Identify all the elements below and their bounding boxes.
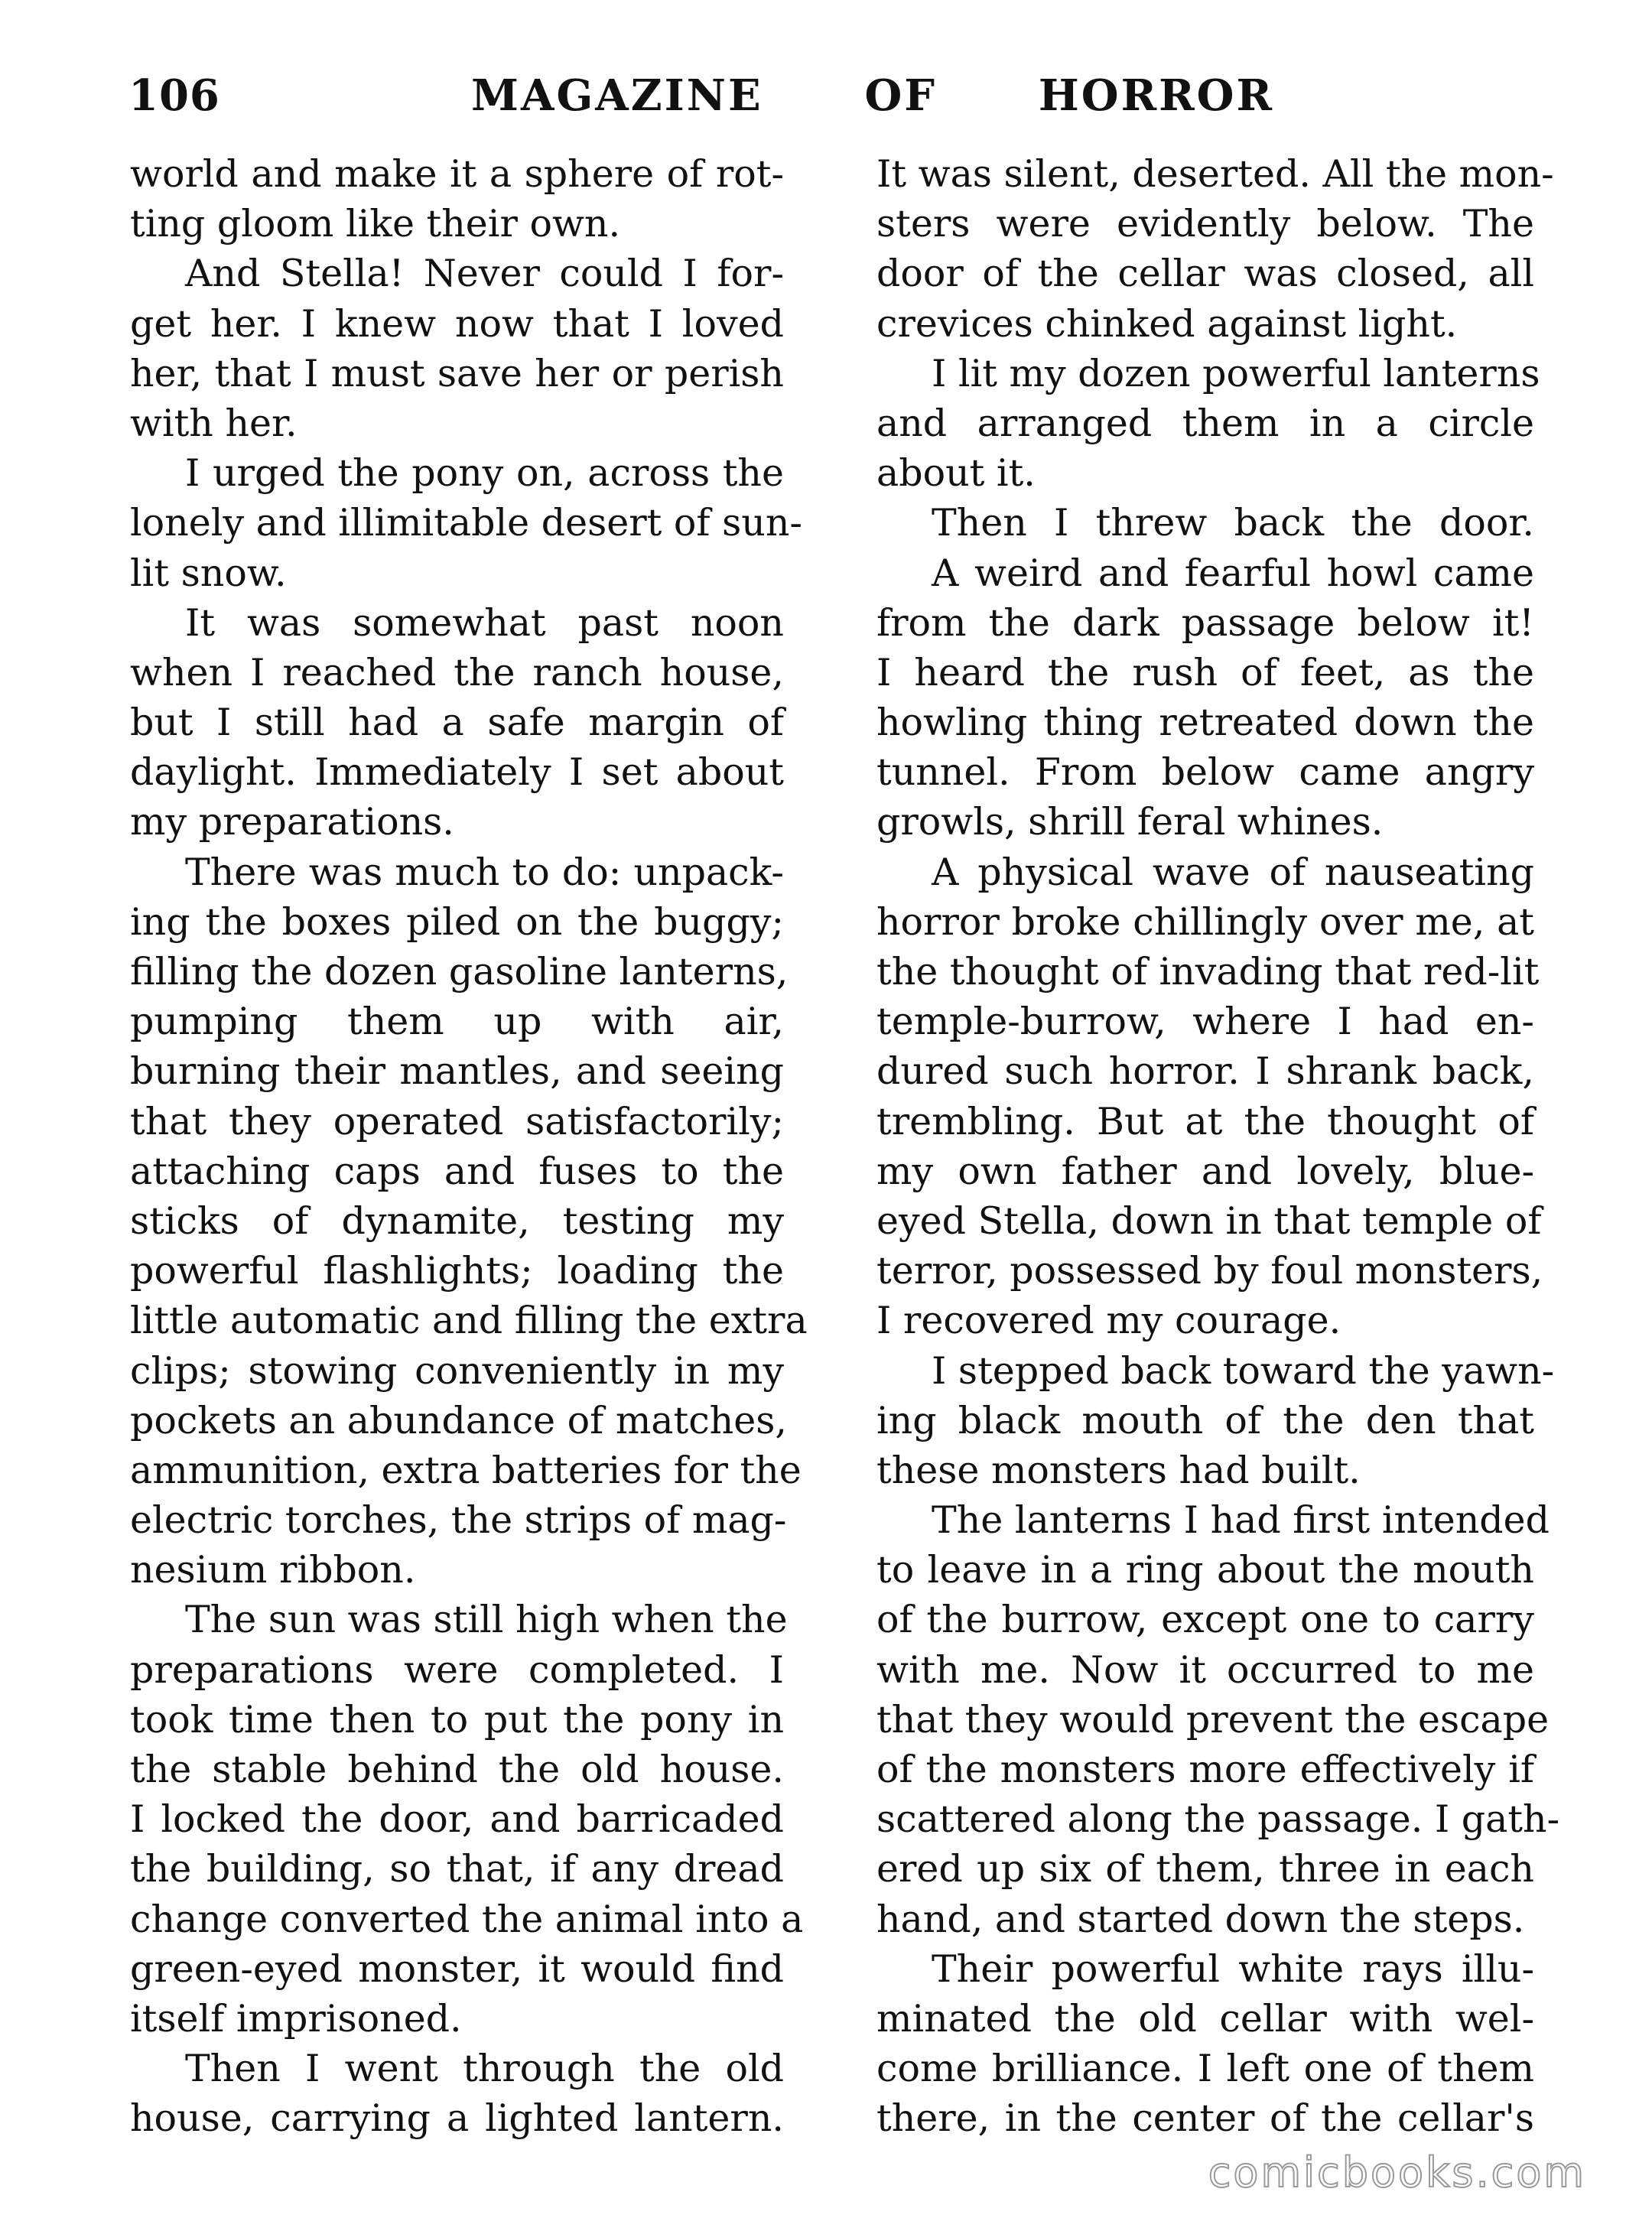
- text-line: come brilliance. I left one of them: [876, 2047, 1534, 2091]
- text-line: I lit my dozen powerful lanterns: [932, 351, 1540, 395]
- text-line: change converted the animal into a: [130, 1897, 804, 1941]
- text-line: ing the boxes piled on the buggy;: [130, 899, 784, 944]
- text-line: ting gloom like their own.: [130, 202, 621, 246]
- text-line: door of the cellar was closed, all: [876, 252, 1534, 296]
- text-line: ered up six of them, three in each: [876, 1847, 1534, 1891]
- text-line: Then I threw back the door.: [932, 501, 1534, 545]
- text-line: itself imprisoned.: [130, 1996, 462, 2041]
- text-line: It was silent, deserted. All the mon-: [876, 152, 1554, 196]
- text-line: about it.: [876, 451, 1036, 496]
- text-line: minated the old cellar with wel-: [876, 1996, 1534, 2041]
- running-head-word: MAGAZINE: [471, 70, 763, 121]
- text-line: A physical wave of nauseating: [932, 850, 1534, 894]
- text-line: tunnel. From below came angry: [876, 750, 1534, 795]
- text-line: nesium ribbon.: [130, 1548, 416, 1592]
- text-line: there, in the center of the cellar's: [876, 2096, 1534, 2141]
- text-line: I heard the rush of feet, as the: [876, 650, 1534, 694]
- text-line: little automatic and filling the extra: [130, 1299, 808, 1343]
- text-line: ing black mouth of the den that: [876, 1398, 1534, 1442]
- text-line: I locked the door, and barricaded: [130, 1797, 784, 1842]
- running-head-word: OF: [864, 70, 938, 121]
- text-line: The lanterns I had first intended: [932, 1498, 1550, 1543]
- text-line: I urged the pony on, across the: [185, 451, 784, 496]
- text-line: green-eyed monster, it would find: [130, 1946, 784, 1991]
- text-line: the stable behind the old house.: [130, 1748, 784, 1791]
- text-line: scattered along the passage. I gath-: [876, 1797, 1560, 1842]
- text-line: with her.: [130, 401, 298, 445]
- text-line: these monsters had built.: [876, 1448, 1361, 1492]
- text-line: get her. I knew now that I loved: [130, 301, 784, 346]
- text-line: hand, and started down the steps.: [876, 1897, 1525, 1941]
- running-head-word: HORROR: [1038, 70, 1274, 121]
- text-line: ammunition, extra batteries for the: [130, 1448, 802, 1492]
- text-line: the thought of invading that red-lit: [876, 950, 1540, 994]
- text-line: eyed Stella, down in that temple of: [876, 1198, 1542, 1243]
- text-line: sticks of dynamite, testing my: [130, 1198, 784, 1243]
- text-line: trembling. But at the thought of: [876, 1099, 1534, 1143]
- running-head: [471, 70, 1274, 121]
- text-line: sters were evidently below. The: [876, 202, 1534, 246]
- text-line: burning their mantles, and seeing: [130, 1049, 784, 1094]
- text-line: temple-burrow, where I had en-: [876, 1000, 1534, 1044]
- text-line: from the dark passage below it!: [876, 600, 1534, 645]
- text-line: of the burrow, except one to carry: [876, 1598, 1534, 1642]
- text-line: to leave in a ring about the mouth: [876, 1548, 1534, 1592]
- text-line: world and make it a sphere of rot-: [130, 152, 784, 196]
- text-line: my preparations.: [130, 800, 454, 844]
- left-text-column: [130, 149, 808, 2144]
- text-line: when I reached the ranch house,: [130, 650, 784, 694]
- text-line: I stepped back toward the yawn-: [932, 1348, 1555, 1393]
- text-line: powerful flashlights; loading the: [130, 1249, 784, 1293]
- text-line: filling the dozen gasoline lanterns,: [130, 950, 789, 994]
- text-line: pumping them up with air,: [130, 1000, 784, 1044]
- text-line: A weird and fearful howl came: [932, 551, 1534, 595]
- text-line: It was somewhat past noon: [185, 600, 784, 645]
- text-line: The sun was still high when the: [185, 1598, 788, 1642]
- text-line: I recovered my courage.: [876, 1299, 1341, 1343]
- text-line: crevices chinked against light.: [876, 301, 1458, 346]
- text-line: that they would prevent the escape: [876, 1697, 1550, 1742]
- text-line: daylight. Immediately I set about: [130, 750, 784, 795]
- watermark: comicbooks.com: [1208, 2148, 1586, 2197]
- text-line: Then I went through the old: [185, 2047, 784, 2091]
- text-line: but I still had a safe margin of: [130, 701, 784, 745]
- text-line: took time then to put the pony in: [130, 1697, 784, 1742]
- text-line: the building, so that, if any dread: [130, 1847, 784, 1891]
- text-line: house, carrying a lighted lantern.: [130, 2096, 784, 2141]
- text-line: lonely and illimitable desert of sun-: [130, 501, 802, 545]
- text-line: clips; stowing conveniently in my: [130, 1348, 784, 1393]
- text-line: of the monsters more effectively if: [876, 1748, 1534, 1791]
- text-line: attaching caps and fuses to the: [130, 1149, 784, 1193]
- page-header: [128, 70, 1536, 124]
- text-line: growls, shrill feral whines.: [876, 800, 1384, 844]
- right-text-column: [876, 149, 1560, 2144]
- text-line: Their powerful white rays illu-: [932, 1946, 1534, 1991]
- text-line: howling thing retreated down the: [876, 701, 1534, 745]
- text-line: preparations were completed. I: [130, 1647, 784, 1692]
- text-line: lit snow.: [130, 551, 287, 595]
- text-line: And Stella! Never could I for-: [185, 252, 784, 296]
- text-line: terror, possessed by foul monsters,: [876, 1249, 1543, 1293]
- text-line: that they operated satisfactorily;: [130, 1099, 784, 1143]
- text-line: her, that I must save her or perish: [130, 351, 784, 395]
- text-line: pockets an abundance of matches,: [130, 1398, 787, 1442]
- text-line: and arranged them in a circle: [876, 401, 1534, 445]
- page-number: 106: [128, 70, 220, 121]
- text-line: dured such horror. I shrank back,: [876, 1049, 1534, 1094]
- text-line: horror broke chillingly over me, at: [876, 899, 1534, 944]
- text-line: with me. Now it occurred to me: [876, 1647, 1534, 1692]
- text-line: electric torches, the strips of mag-: [130, 1498, 787, 1543]
- text-line: There was much to do: unpack-: [185, 850, 784, 894]
- text-line: my own father and lovely, blue-: [876, 1149, 1534, 1193]
